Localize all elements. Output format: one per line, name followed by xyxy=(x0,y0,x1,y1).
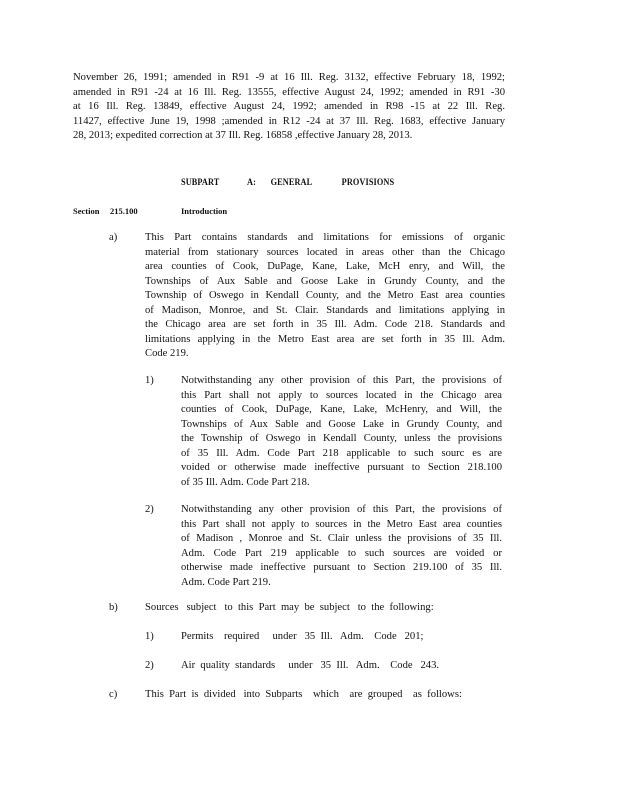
paragraph-line: area counties of Cook, DuPage, Kane, Lake, McH enry, and Will, the xyxy=(145,261,505,272)
history-line: at 16 Ill. Reg. 13849, effective August 24, 1992; amended in R98 -15 at 22 Ill. Reg. xyxy=(73,101,505,112)
paragraph-b1-text: Permits required under 35 Ill. Adm. Code 201; xyxy=(181,631,424,642)
paragraph-line: the Chicago area are set forth in 35 Ill. Adm. Code 218. Standards and xyxy=(145,319,505,330)
paragraph-a2-text xyxy=(181,503,502,590)
paragraph-line: Adm. Code Part 219 applicable to such sources are voided or xyxy=(181,547,502,559)
paragraph-a2-label: 2) xyxy=(145,504,154,515)
paragraph-b-text: Sources subject to this Part may be subject to the following: xyxy=(145,602,434,613)
paragraph-line: Code 219. xyxy=(145,348,189,359)
paragraph-line: voided or otherwise made ineffective pursuant to Section 218.100 xyxy=(181,462,502,473)
paragraph-line: counties of Cook, DuPage, Kane, Lake, McHenry, and Will, the xyxy=(181,404,502,415)
paragraph-c-label: c) xyxy=(109,689,118,700)
paragraph-line: Township of Oswego in Kendall County, and the Metro East area counties xyxy=(145,290,505,301)
subpart-general: GENERAL xyxy=(270,177,313,187)
paragraph-a-text xyxy=(145,231,505,362)
paragraph-line: limitations applying in the Metro East area are set forth in 35 Ill. Adm. xyxy=(145,333,505,345)
paragraph-b2-text: Air quality standards under 35 Ill. Adm. Code 243. xyxy=(181,660,440,671)
paragraph-a1-text xyxy=(181,374,502,490)
history-line: 11427, effective June 19, 1998 ;amended in R12 -24 at 37 Ill. Reg. 1683, effective January xyxy=(73,115,505,127)
paragraph-line: This Part contains standards and limitations for emissions of organic xyxy=(145,232,505,243)
paragraph-line: Notwithstanding any other provision of this Part, the provisions of xyxy=(181,504,502,515)
paragraph-line: otherwise made ineffective pursuant to Section 219.100 of 35 Ill. xyxy=(181,562,502,573)
paragraph-line: material from stationary sources located in areas other than the Chicago xyxy=(145,246,505,258)
amendment-history xyxy=(73,71,505,144)
paragraph-c-text: This Part is divided into Subparts which are grouped as follows: xyxy=(145,689,462,700)
paragraph-a-label: a) xyxy=(109,232,118,243)
paragraph-b1-label: 1) xyxy=(145,631,154,642)
history-line: 28, 2013; expedited correction at 37 Ill. Reg. 16858 ,effective January 28, 2013. xyxy=(73,130,413,141)
paragraph-line: of Madison, Monroe, and St. Clair. Standards and limitations applying in xyxy=(145,304,505,316)
paragraph-line: Notwithstanding any other provision of this Part, the provisions of xyxy=(181,375,502,386)
paragraph-line: Townships of Aux Sable and Goose Lake in Grundy County, and xyxy=(181,418,502,430)
paragraph-b-label: b) xyxy=(109,602,118,613)
section-title: Introduction xyxy=(181,206,228,216)
paragraph-line: Adm. Code Part 219. xyxy=(181,576,271,588)
paragraph-a1-label: 1) xyxy=(145,375,154,386)
history-line: November 26, 1991; amended in R91 -9 at 16 Ill. Reg. 3132, effective February 18, 1992; xyxy=(73,72,505,83)
paragraph-line: of 35 Ill. Adm. Code Part 218. xyxy=(181,476,310,488)
paragraph-line: this Part shall not apply to sources in the Metro East area counties xyxy=(181,518,502,530)
paragraph-line: Townships of Aux Sable and Goose Lake in Grundy County, and the xyxy=(145,275,505,287)
subpart-letter: A: xyxy=(246,177,256,187)
paragraph-line: the Township of Oswego in Kendall County, unless the provisions xyxy=(181,433,502,444)
section-word: Section xyxy=(73,206,100,216)
subpart-heading xyxy=(181,175,394,190)
subpart-word: SUBPART xyxy=(181,177,220,187)
paragraph-line: of 35 Ill. Adm. Code Part 218 applicable to such sourc es are xyxy=(181,447,502,459)
section-number: 215.100 xyxy=(110,206,138,216)
paragraph-b2-label: 2) xyxy=(145,660,154,671)
subpart-provisions: PROVISIONS xyxy=(341,177,395,187)
paragraph-line: of Madison , Monroe and St. Clair unless the provisions of 35 Ill. xyxy=(181,533,502,544)
history-line: amended in R91 -24 at 16 Ill. Reg. 13555, effective August 24, 1992; amended in R91 -30 xyxy=(73,86,505,98)
paragraph-line: this Part shall not apply to sources located in the Chicago area xyxy=(181,389,502,401)
